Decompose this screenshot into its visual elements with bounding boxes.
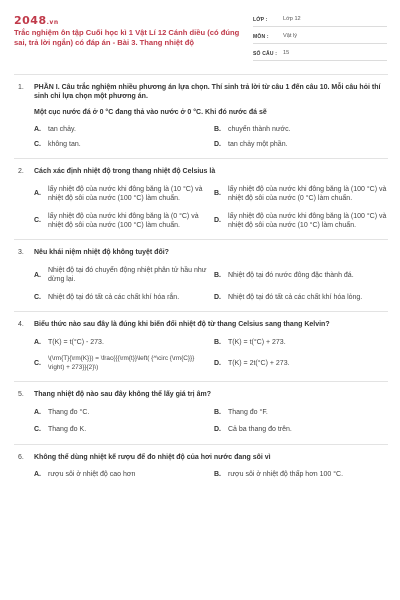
question-6 bbox=[14, 444, 388, 480]
page-title: Trắc nghiệm ôn tập Cuối học kì 1 Vật Lí 12 Cánh diều (có đúng sai, trả lời ngắn) có đáp án - Bài 3. Thang nhiệt độ bbox=[14, 28, 240, 48]
option-b[interactable]: B. Nhiệt độ tại đó nước đông đặc thành đá. bbox=[214, 271, 354, 279]
question-4 bbox=[14, 311, 388, 372]
site-logo[interactable]: 2048.vn bbox=[14, 14, 59, 27]
question-number: 4. bbox=[18, 321, 24, 329]
question-subtext: Một cục nước đá ở 0 °C đang thả vào nước ở 0 °C. Khi đó nước đá sẽ bbox=[34, 108, 267, 116]
option-d[interactable]: D. T(K) = 2t(°C) + 273. bbox=[214, 359, 290, 367]
meta-count: SỐ CÂU : 15 bbox=[253, 48, 387, 61]
meta-subject: MÔN : Vật lý bbox=[253, 31, 387, 44]
option-d[interactable]: D. Cả ba thang đo trên. bbox=[214, 426, 292, 434]
option-b[interactable]: B. rượu sôi ở nhiệt độ thấp hơn 100 °C. bbox=[214, 471, 344, 479]
question-number: 6. bbox=[18, 453, 24, 461]
question-text: Không thể dùng nhiệt kế rượu để đo nhiệt độ của hơi nước đang sôi vì bbox=[34, 453, 271, 461]
meta-panel bbox=[253, 14, 387, 65]
option-a[interactable]: A. Nhiệt độ tại đó chuyển động nhiệt phân tử hầu như dừng lại. bbox=[34, 266, 207, 284]
option-a[interactable]: A. rượu sôi ở nhiệt độ cao hơn bbox=[34, 471, 136, 479]
question-1 bbox=[14, 74, 388, 149]
question-2 bbox=[14, 158, 388, 230]
option-a[interactable]: A. Thang đo °C. bbox=[34, 408, 90, 416]
question-text: Nêu khái niệm nhiệt độ không tuyệt đối? bbox=[34, 249, 169, 257]
option-c[interactable]: C. Nhiệt độ tại đó tất cả các chất khí hóa rắn. bbox=[34, 293, 180, 301]
option-b[interactable]: B. chuyển thành nước. bbox=[214, 126, 291, 134]
question-text: PHẦN I. Câu trắc nghiệm nhiều phương án lựa chọn. Thí sinh trả lời từ câu 1 đến câu 10. Mỗi câu hỏi thí sinh chỉ lựa chọn một phương án. bbox=[34, 84, 381, 101]
option-a[interactable]: A. tan chảy. bbox=[34, 126, 76, 134]
question-text: Cách xác định nhiệt độ trong thang nhiệt độ Celsius là bbox=[34, 168, 216, 176]
option-d[interactable]: D. tan chảy một phần. bbox=[214, 140, 288, 148]
question-number: 1. bbox=[18, 84, 24, 91]
meta-class: LỚP : Lớp 12 bbox=[253, 14, 387, 27]
option-d[interactable]: D. lấy nhiệt độ của nước khi đông băng là (100 °C) và nhiệt độ sôi của nước (10 °C) làm chuẩn. bbox=[214, 212, 387, 229]
question-number: 3. bbox=[18, 249, 24, 257]
option-b[interactable]: B. lấy nhiệt độ của nước khi đông băng là (100 °C) và nhiệt độ sôi của nước (0 °C) làm chuẩn. bbox=[214, 185, 387, 203]
option-a[interactable]: A. lấy nhiệt độ của nước khi đông băng là (10 °C) và nhiệt độ sôi của nước (100 °C) làm chuẩn. bbox=[34, 185, 203, 203]
option-c[interactable]: C. lấy nhiệt độ của nước khi đông băng là (0 °C) và nhiệt độ sôi của nước (100 °C) làm chuẩn. bbox=[34, 212, 199, 229]
page-header bbox=[0, 0, 400, 70]
question-number: 5. bbox=[18, 391, 24, 399]
question-list bbox=[14, 74, 388, 488]
question-3 bbox=[14, 239, 388, 302]
option-c[interactable]: C. Thang đo K. bbox=[34, 426, 87, 434]
option-a[interactable]: A. T(K) = t(°C) - 273. bbox=[34, 338, 104, 346]
option-c[interactable]: C. không tan. bbox=[34, 140, 81, 148]
question-text: Thang nhiệt độ nào sau đây không thể lấy giá trị âm? bbox=[34, 391, 211, 399]
option-b[interactable]: B. Thang đo °F. bbox=[214, 408, 268, 416]
option-d[interactable]: D. Nhiệt độ tại đó tất cả các chất khí hóa lỏng. bbox=[214, 293, 363, 301]
question-number: 2. bbox=[18, 168, 24, 176]
question-text: Biểu thức nào sau đây là đúng khi biến đổi nhiệt độ từ thang Celsius sang thang Kelvin? bbox=[34, 321, 330, 329]
question-5 bbox=[14, 381, 388, 434]
option-b[interactable]: B. T(K) = t(°C) + 273. bbox=[214, 338, 286, 346]
option-c[interactable]: C. \(\rm{T}{\rm{K}}) = \frac{{{\rm{t}}\left( {^\circ {\rm{C}}} \right) + 273}}{2}\) bbox=[34, 355, 195, 371]
